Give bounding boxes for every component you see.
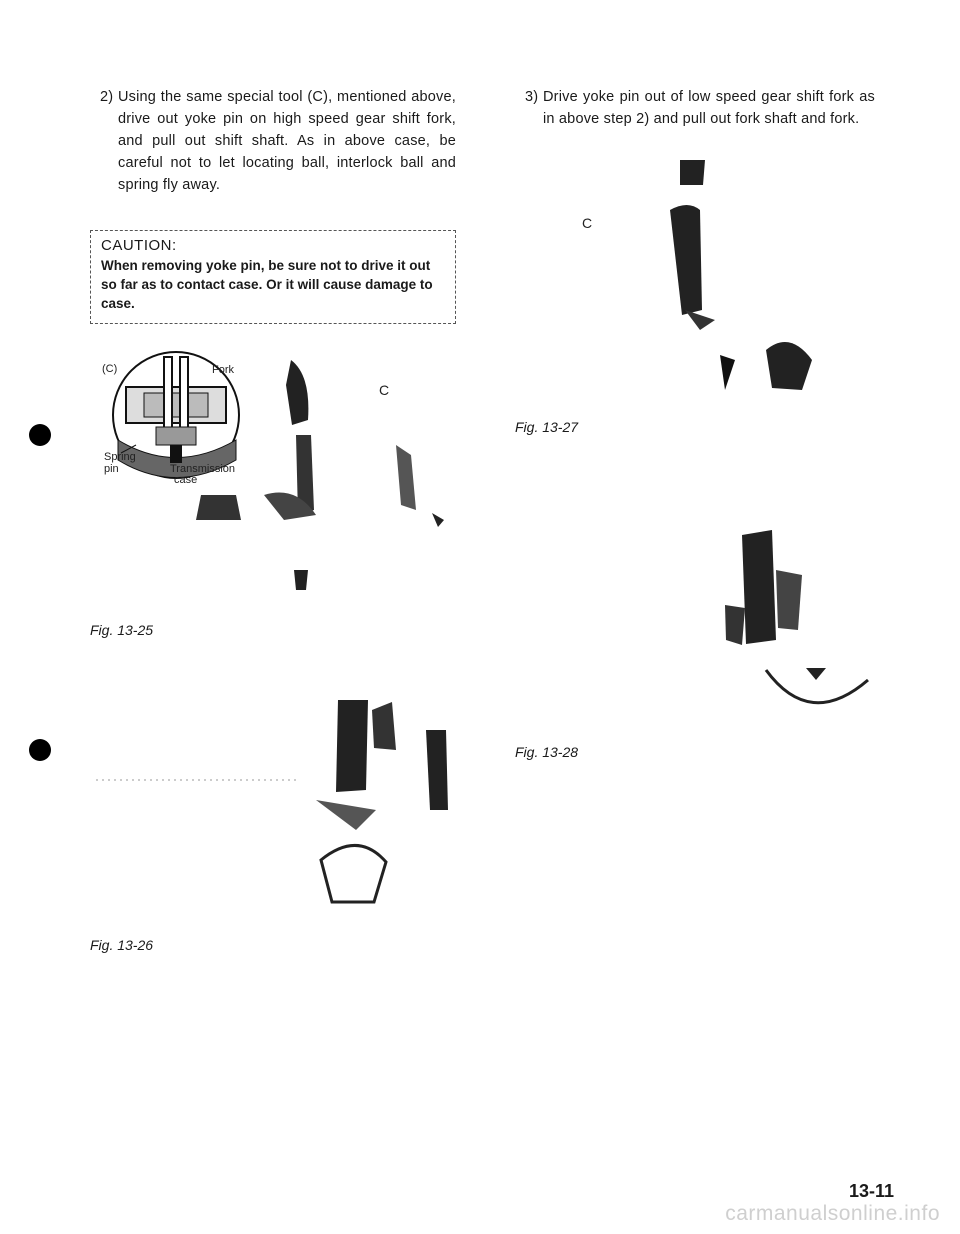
step-3-number: 3) [525, 89, 539, 105]
fig-13-27-image [520, 150, 880, 410]
binding-hole-top [29, 424, 51, 446]
fig-13-27-caption: Fig. 13-27 [515, 419, 579, 435]
fig25-photo-label-c: C [379, 382, 390, 398]
fig27-label-c: C [582, 215, 593, 231]
step-2-number: 2) [100, 89, 114, 105]
caution-heading: CAUTION: [101, 237, 177, 254]
fig25-label-pin: pin [104, 463, 119, 475]
fig-13-26-caption: Fig. 13-26 [90, 937, 154, 953]
fig25-label-fork: Fork [212, 364, 234, 376]
fig-13-28-caption: Fig. 13-28 [515, 744, 579, 760]
step-3-text: Drive yoke pin out of low speed gear shift fork as in above step 2) and pull out fork shaft and fork. [543, 89, 875, 127]
fig25-label-transmission: Transmission [170, 463, 235, 475]
watermark: carmanualsonline.info [725, 1202, 940, 1225]
step-2 [100, 86, 456, 196]
fig-13-26-image [96, 690, 466, 920]
fig25-label-spring: Spring [104, 451, 136, 463]
fig25-label-c: (C) [102, 363, 118, 375]
step-2-text: Using the same special tool (C), mentioned above, drive out yoke pin on high speed gear shift fork, and pull out shift shaft. As in above case, be careful not to let locating ball, interlock ball and spring fly away. [118, 89, 456, 193]
caution-box [90, 230, 456, 324]
page-number: 13-11 [848, 1181, 894, 1201]
fig25-label-case: case [174, 474, 198, 486]
step-3 [525, 86, 875, 130]
caution-text: When removing yoke pin, be sure not to drive it out so far as to contact case. Or it will cause damage to case. [101, 258, 433, 311]
fig-13-25-caption: Fig. 13-25 [90, 622, 154, 638]
fig-13-25-image [96, 345, 466, 615]
fig-13-28-image [520, 520, 880, 720]
binding-hole-bottom [29, 739, 51, 761]
